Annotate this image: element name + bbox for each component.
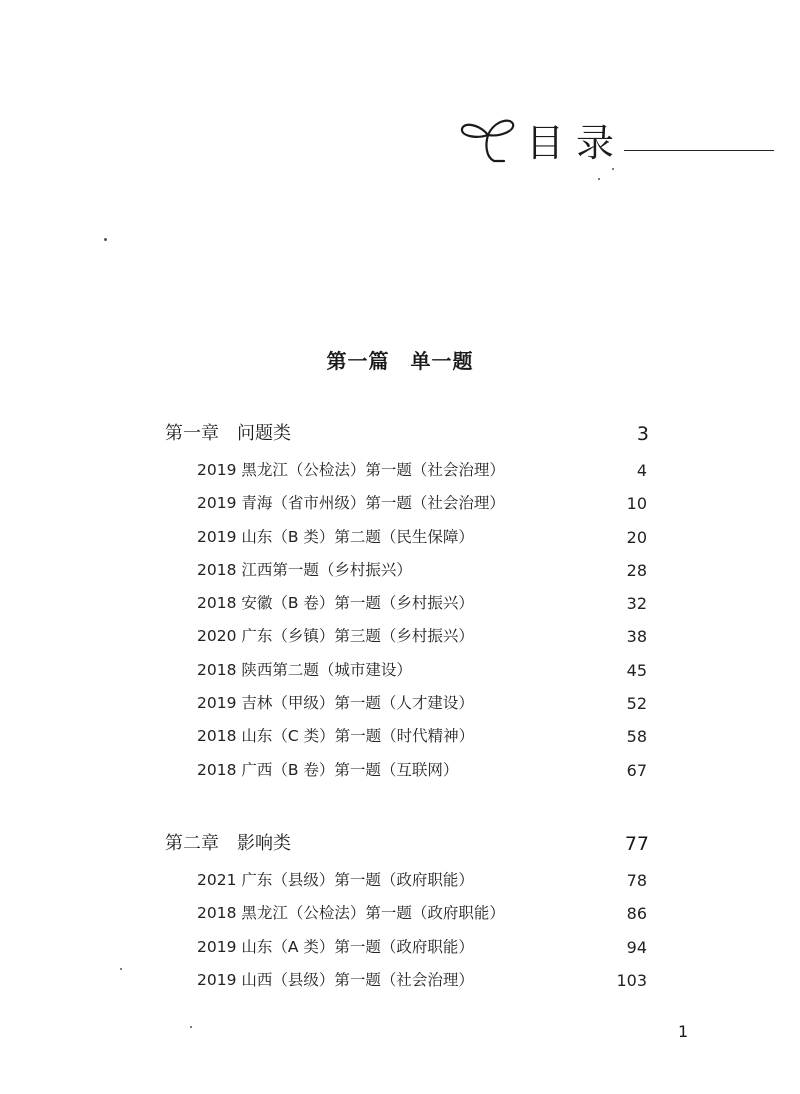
chapter-2 bbox=[165, 830, 649, 997]
toc-entry[interactable] bbox=[165, 620, 649, 653]
toc-entry[interactable] bbox=[165, 720, 649, 753]
chapter-page-number: 3 bbox=[636, 423, 649, 445]
toc-entry[interactable] bbox=[165, 897, 649, 930]
entry-page-number: 94 bbox=[626, 937, 647, 957]
toc-entry[interactable] bbox=[165, 487, 649, 520]
toc-entry[interactable] bbox=[165, 687, 649, 720]
chapter-heading[interactable] bbox=[165, 830, 649, 860]
sprout-icon bbox=[458, 109, 518, 169]
chapter-label: 第二章 影响类 bbox=[165, 833, 291, 854]
scan-speck bbox=[612, 168, 614, 170]
toc-entry[interactable] bbox=[165, 454, 649, 487]
entry-page-number: 58 bbox=[626, 727, 647, 747]
entry-page-number: 38 bbox=[626, 627, 647, 647]
entry-list bbox=[165, 864, 649, 997]
header-rule bbox=[624, 150, 774, 151]
entry-title: 2018 广西（B 卷）第一题（互联网） bbox=[197, 760, 459, 779]
toc-entry[interactable] bbox=[165, 931, 649, 964]
entry-title: 2020 广东（乡镇）第三题（乡村振兴） bbox=[197, 627, 474, 646]
toc-entry[interactable] bbox=[165, 654, 649, 687]
entry-title: 2018 江西第一题（乡村振兴） bbox=[197, 560, 412, 579]
scan-speck bbox=[598, 178, 600, 180]
entry-page-number: 10 bbox=[626, 494, 647, 514]
toc-header bbox=[458, 105, 788, 175]
entry-page-number: 78 bbox=[626, 871, 647, 890]
toc-title: 目录 bbox=[526, 121, 627, 165]
entry-page-number: 67 bbox=[626, 760, 647, 780]
entry-page-number: 4 bbox=[636, 461, 647, 480]
entry-title: 2021 广东（县级）第一题（政府职能） bbox=[197, 871, 474, 889]
entry-title: 2018 陕西第二题（城市建设） bbox=[197, 660, 412, 679]
toc-entry[interactable] bbox=[165, 554, 649, 587]
entry-title: 2019 山西（县级）第一题（社会治理） bbox=[197, 970, 474, 989]
entry-page-number: 28 bbox=[626, 560, 647, 580]
toc-entry[interactable] bbox=[165, 864, 649, 897]
chapter-1 bbox=[165, 420, 649, 787]
entry-page-number: 45 bbox=[626, 660, 647, 680]
scan-speck bbox=[104, 238, 107, 241]
entry-page-number: 103 bbox=[616, 970, 647, 990]
entry-title: 2018 黑龙江（公检法）第一题（政府职能） bbox=[197, 904, 505, 923]
entry-page-number: 52 bbox=[626, 694, 647, 714]
toc-entry[interactable] bbox=[165, 964, 649, 997]
entry-title: 2019 山东（A 类）第一题（政府职能） bbox=[197, 937, 474, 956]
entry-title: 2019 黑龙江（公检法）第一题（社会治理） bbox=[197, 461, 505, 479]
entry-page-number: 86 bbox=[626, 904, 647, 924]
page-number: 1 bbox=[678, 1022, 689, 1041]
entry-title: 2018 山东（C 类）第一题（时代精神） bbox=[197, 727, 475, 746]
entry-title: 2019 青海（省市州级）第一题（社会治理） bbox=[197, 494, 505, 513]
scan-speck bbox=[120, 968, 122, 970]
part-title: 第一篇 单一题 bbox=[326, 349, 474, 373]
entry-page-number: 20 bbox=[626, 527, 647, 547]
toc-entry[interactable] bbox=[165, 521, 649, 554]
toc-entry[interactable] bbox=[165, 754, 649, 787]
entry-list bbox=[165, 454, 649, 787]
chapter-heading[interactable] bbox=[165, 420, 649, 450]
entry-title: 2018 安徽（B 卷）第一题（乡村振兴） bbox=[197, 594, 474, 613]
entry-title: 2019 吉林（甲级）第一题（人才建设） bbox=[197, 694, 474, 713]
entry-title: 2019 山东（B 类）第二题（民生保障） bbox=[197, 527, 474, 546]
scan-speck bbox=[190, 1026, 192, 1028]
chapter-label: 第一章 问题类 bbox=[165, 423, 291, 444]
entry-page-number: 32 bbox=[626, 594, 647, 614]
chapter-page-number: 77 bbox=[624, 833, 649, 855]
toc-entry[interactable] bbox=[165, 587, 649, 620]
